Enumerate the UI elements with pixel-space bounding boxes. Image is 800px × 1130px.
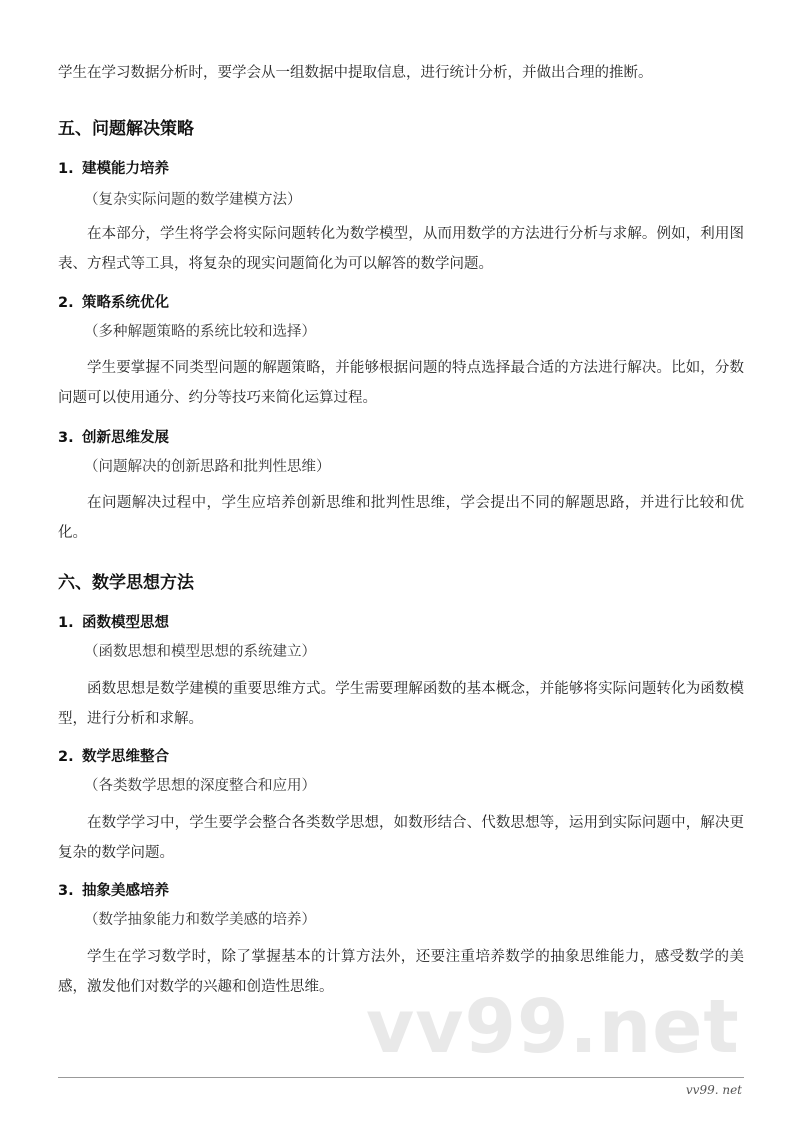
item-number: 3. <box>58 430 74 446</box>
item-body-6-1: 函数思想是数学建模的重要思维方式。学生需要理解函数的基本概念，并能够将实际问题转化为函数模型，进行分析和求解。 <box>58 681 744 727</box>
item-heading-6-2 <box>58 745 744 766</box>
item-heading-5-2 <box>58 291 744 312</box>
item-heading-6-1 <box>58 611 744 632</box>
footer-url: vv99. net <box>685 1083 742 1097</box>
item-title: 数学思维整合 <box>82 749 169 765</box>
item-title: 创新思维发展 <box>82 430 169 446</box>
item-subtitle-6-3: （数学抽象能力和数学美感的培养） <box>84 912 316 928</box>
footer-divider <box>58 1077 744 1078</box>
section-heading-5: 五、问题解决策略 <box>58 119 194 139</box>
item-number: 1. <box>58 161 74 177</box>
item-number: 2. <box>58 749 74 765</box>
item-title: 策略系统优化 <box>82 295 169 311</box>
item-body-6-2: 在数学学习中，学生要学会整合各类数学思想，如数形结合、代数思想等，运用到实际问题中，解决更复杂的数学问题。 <box>58 815 744 861</box>
item-heading-5-3 <box>58 426 744 447</box>
item-subtitle-6-1: （函数思想和模型思想的系统建立） <box>84 644 316 660</box>
item-subtitle-6-2: （各类数学思想的深度整合和应用） <box>84 778 316 794</box>
item-subtitle-5-2: （多种解题策略的系统比较和选择） <box>84 324 316 340</box>
item-title: 抽象美感培养 <box>82 883 169 899</box>
item-title: 建模能力培养 <box>82 161 169 177</box>
item-number: 1. <box>58 615 74 631</box>
item-heading-6-3 <box>58 879 744 900</box>
item-heading-5-1 <box>58 157 744 178</box>
item-subtitle-5-3: （问题解决的创新思路和批判性思维） <box>84 459 331 475</box>
item-body-5-2: 学生要掌握不同类型问题的解题策略，并能够根据问题的特点选择最合适的方法进行解决。比如，分数问题可以使用通分、约分等技巧来简化运算过程。 <box>58 360 744 406</box>
item-subtitle-5-1: （复杂实际问题的数学建模方法） <box>84 192 302 208</box>
item-body-5-3: 在问题解决过程中，学生应培养创新思维和批判性思维，学会提出不同的解题思路，并进行比较和优化。 <box>58 495 744 541</box>
item-title: 函数模型思想 <box>82 615 169 631</box>
item-body-5-1: 在本部分，学生将学会将实际问题转化为数学模型，从而用数学的方法进行分析与求解。例如，利用图表、方程式等工具，将复杂的现实问题简化为可以解答的数学问题。 <box>58 226 744 272</box>
item-number: 3. <box>58 883 74 899</box>
section-heading-6: 六、数学思想方法 <box>58 573 194 593</box>
item-body-6-3: 学生在学习数学时，除了掌握基本的计算方法外，还要注重培养数学的抽象思维能力，感受数学的美感，激发他们对数学的兴趣和创造性思维。 <box>58 949 744 995</box>
intro-paragraph: 学生在学习数据分析时，要学会从一组数据中提取信息，进行统计分析，并做出合理的推断。 <box>58 65 653 81</box>
watermark: vv99.net <box>366 984 740 1070</box>
item-number: 2. <box>58 295 74 311</box>
